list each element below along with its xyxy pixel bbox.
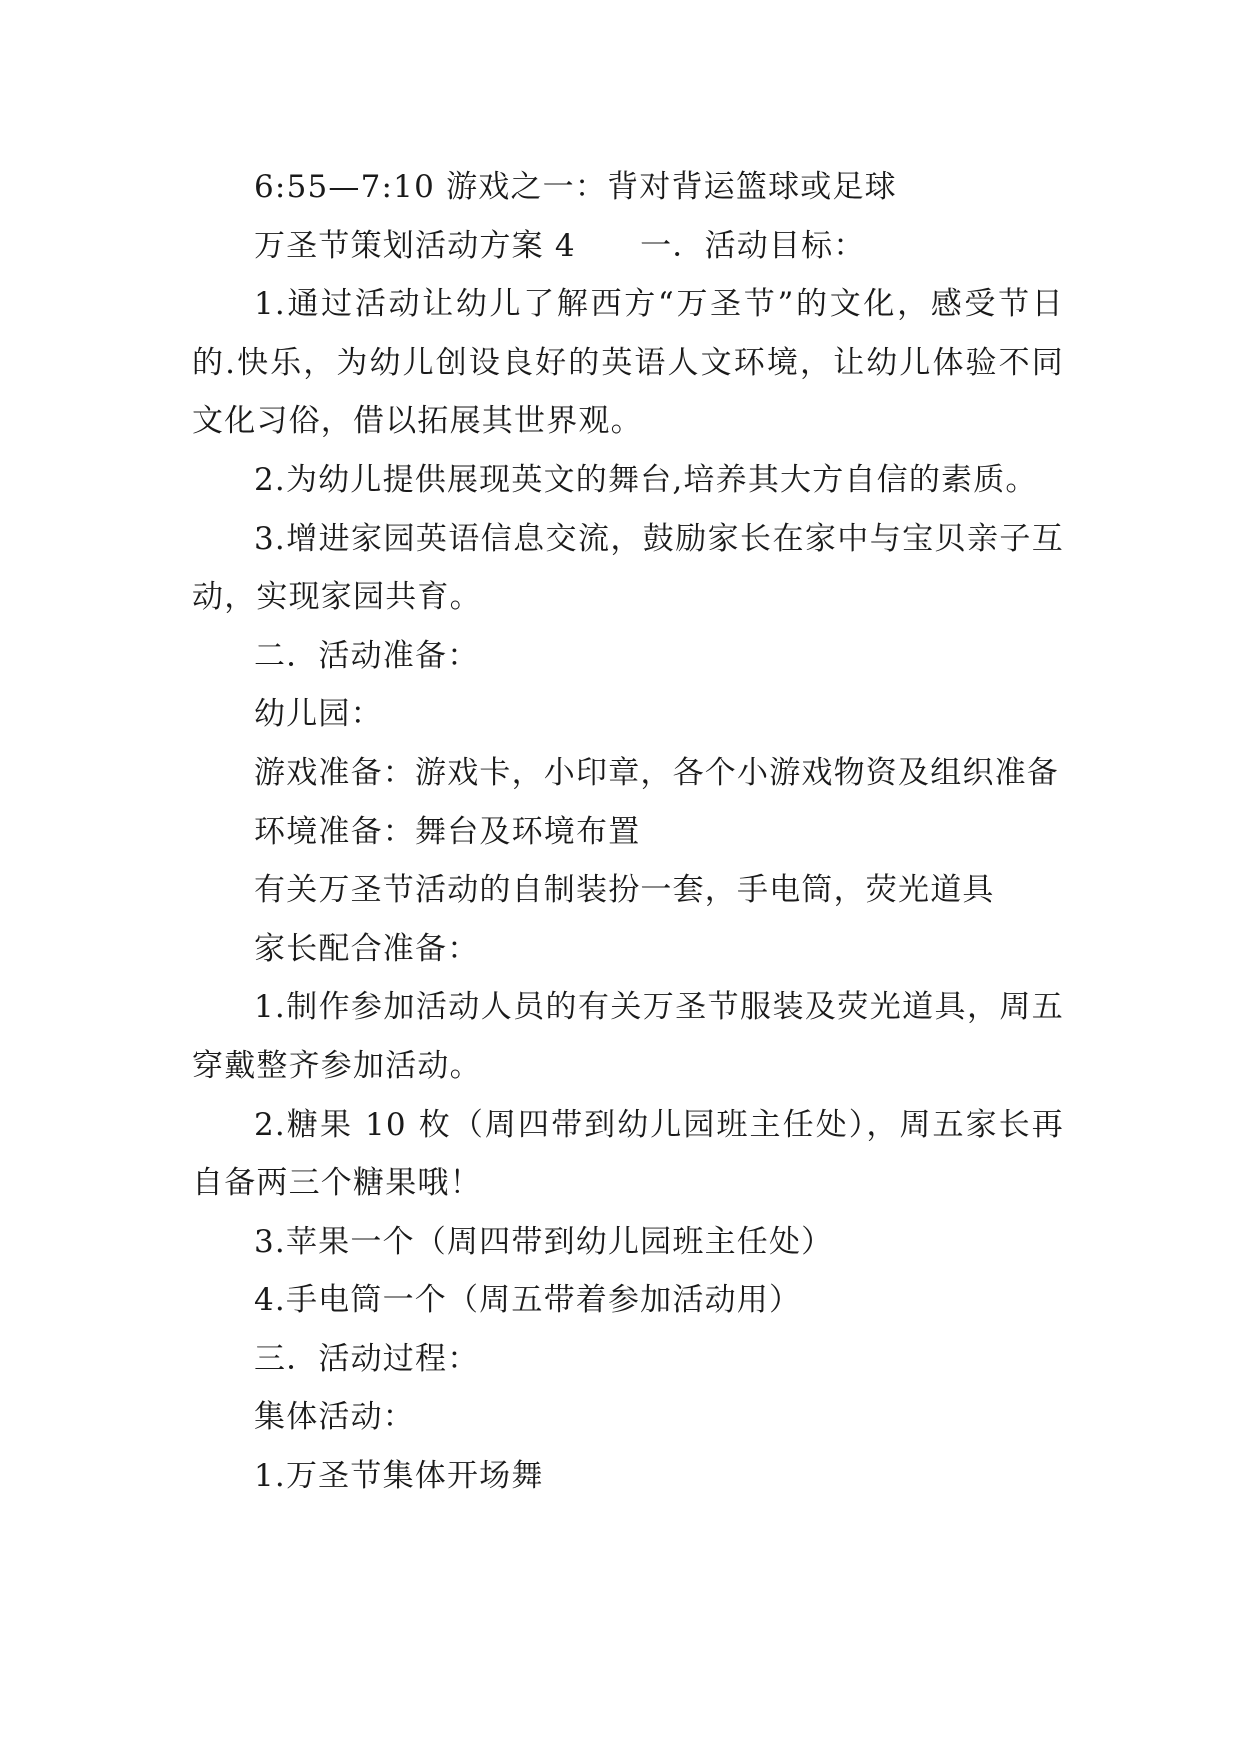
paragraph-environment-preparation: 环境准备：舞台及环境布置 [254, 813, 641, 850]
paragraph-opening-dance: 1.万圣节集体开场舞 [254, 1458, 544, 1495]
paragraph-costume-props: 有关万圣节活动的自制装扮一套，手电筒，荧光道具 [254, 872, 995, 909]
paragraph-parent-item-3: 3.苹果一个（周四带到幼儿园班主任处） [254, 1223, 834, 1260]
paragraph-goal-3: 3.增进家园英语信息交流，鼓励家长在家中与宝贝亲子互动，实现家园共育。 [192, 520, 1064, 616]
paragraph-parent-preparation: 家长配合准备： [254, 930, 480, 967]
paragraph-goal-1: 1.通过活动让幼儿了解西方“万圣节”的文化，感受节日的.快乐，为幼儿创设良好的英语人文环境，让幼儿体验不同文化习俗，借以拓展其世界观。 [192, 286, 1064, 440]
section-heading-process: 三．活动过程： [254, 1340, 480, 1377]
paragraph-goal-2: 2.为幼儿提供展现英文的舞台,培养其大方自信的素质。 [254, 461, 1038, 498]
paragraph-game-preparation: 游戏准备：游戏卡，小印章，各个小游戏物资及组织准备 [254, 754, 1059, 791]
paragraph-group-activity: 集体活动： [254, 1399, 415, 1436]
paragraph-parent-item-4: 4.手电筒一个（周五带着参加活动用） [254, 1282, 802, 1319]
paragraph-kindergarten: 幼儿园： [254, 696, 383, 733]
paragraph-parent-item-2: 2.糖果 10 枚（周四带到幼儿园班主任处），周五家长再自备两三个糖果哦！ [192, 1106, 1064, 1202]
paragraph-plan-heading: 万圣节策划活动方案 4 一．活动目标： [254, 227, 866, 264]
paragraph-parent-item-1: 1.制作参加活动人员的有关万圣节服装及荧光道具，周五穿戴整齐参加活动。 [192, 989, 1064, 1084]
section-heading-preparation: 二．活动准备： [254, 637, 480, 674]
document-body [192, 158, 1064, 1506]
paragraph-schedule-game: 6:55—7:10 游戏之一：背对背运篮球或足球 [254, 169, 897, 205]
